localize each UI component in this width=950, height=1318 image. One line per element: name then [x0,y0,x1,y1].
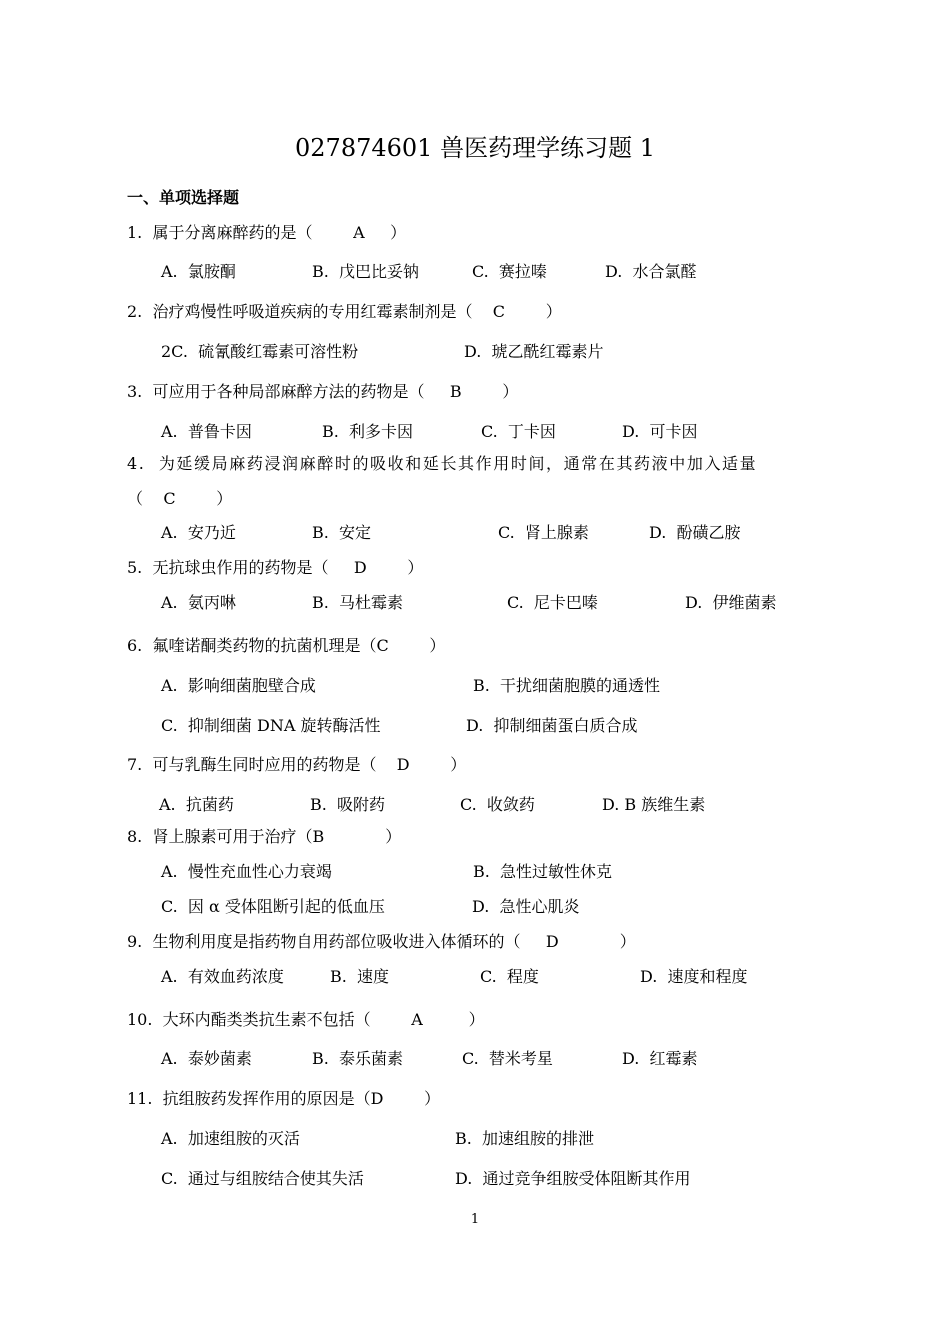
question-10-stem: 10. 大环内酯类类抗生素不包括（ A ） [127,1010,485,1029]
question-10-option-a: A. 泰妙菌素 [161,1049,252,1068]
question-7-option-a: A. 抗菌药 [159,795,234,814]
question-8-option-b: B. 急性过敏性休克 [473,862,613,881]
question-8-option-d: D. 急性心肌炎 [472,897,580,916]
question-9-option-c: C. 程度 [480,967,539,986]
question-5-option-c: C. 尼卡巴嗪 [507,593,598,612]
question-3-stem: 3. 可应用于各种局部麻醉方法的药物是（ B ） [127,382,519,401]
question-5-option-d: D. 伊维菌素 [685,593,777,612]
question-2-option-c: 2C. 硫氰酸红霉素可溶性粉 [161,342,359,361]
question-9-option-d: D. 速度和程度 [640,967,748,986]
question-9-stem: 9. 生物利用度是指药物自用药部位吸收进入体循环的（ D ） [127,932,636,951]
question-5-option-a: A. 氨丙啉 [161,593,236,612]
question-4-option-a: A. 安乃近 [161,523,236,542]
question-4-stem: 4. 为延缓局麻药浸润麻醉时的吸收和延长其作用时间，通常在其药液中加入适量 [127,454,758,473]
question-11-option-b: B. 加速组胺的排泄 [455,1129,595,1148]
question-7-option-d: D. B 族维生素 [602,795,706,814]
question-3-option-c: C. 丁卡因 [481,422,556,441]
question-3-option-a: A. 普鲁卡因 [161,422,252,441]
page-number: 1 [470,1212,480,1227]
question-9-option-a: A. 有效血药浓度 [161,967,284,986]
question-1-option-b: B. 戊巴比妥钠 [312,262,420,281]
question-6-stem: 6. 氟喹诺酮类药物的抗菌机理是（C ） [127,636,446,655]
question-1-option-a: A. 氯胺酮 [161,262,236,281]
question-5-stem: 5. 无抗球虫作用的药物是（ D ） [127,558,424,577]
question-8-option-c: C. 因 α 受体阻断引起的低血压 [161,897,385,916]
question-6-option-c: C. 抑制细菌 DNA 旋转酶活性 [161,716,381,735]
question-10-option-d: D. 红霉素 [622,1049,698,1068]
question-4-stem-continuation: （ C ） [127,489,233,508]
question-7-option-c: C. 收敛药 [460,795,535,814]
question-11-option-c: C. 通过与组胺结合使其失活 [161,1169,364,1188]
question-5-option-b: B. 马杜霉素 [312,593,404,612]
question-8-option-a: A. 慢性充血性心力衰竭 [161,862,332,881]
question-3-option-d: D. 可卡因 [622,422,698,441]
question-6-option-b: B. 干扰细菌胞膜的通透性 [473,676,661,695]
question-6-option-a: A. 影响细菌胞壁合成 [161,676,316,695]
question-4-option-d: D. 酚磺乙胺 [649,523,741,542]
question-4-option-c: C. 肾上腺素 [498,523,589,542]
question-2-option-d: D. 琥乙酰红霉素片 [464,342,604,361]
question-10-option-c: C. 替米考星 [462,1049,553,1068]
question-2-stem: 2. 治疗鸡慢性呼吸道疾病的专用红霉素制剂是（ C ） [127,302,562,321]
question-10-option-b: B. 泰乐菌素 [312,1049,404,1068]
document-title: 027874601 兽医药理学练习题 1 [295,134,655,162]
question-11-option-a: A. 加速组胺的灭活 [161,1129,300,1148]
question-9-option-b: B. 速度 [330,967,390,986]
question-7-option-b: B. 吸附药 [310,795,386,814]
question-4-option-b: B. 安定 [312,523,372,542]
question-1-option-c: C. 赛拉嗪 [472,262,547,281]
question-1-option-d: D. 水合氯醛 [605,262,697,281]
question-3-option-b: B. 利多卡因 [322,422,414,441]
question-6-option-d: D. 抑制细菌蛋白质合成 [466,716,638,735]
section-heading: 一、单项选择题 [127,188,240,207]
question-11-option-d: D. 通过竞争组胺受体阻断其作用 [455,1169,691,1188]
question-8-stem: 8. 肾上腺素可用于治疗（B ） [127,827,402,846]
question-1-stem: 1. 属于分离麻醉药的是（ A ） [127,223,407,242]
question-11-stem: 11. 抗组胺药发挥作用的原因是（D ） [127,1089,441,1108]
question-7-stem: 7. 可与乳酶生同时应用的药物是（ D ） [127,755,467,774]
